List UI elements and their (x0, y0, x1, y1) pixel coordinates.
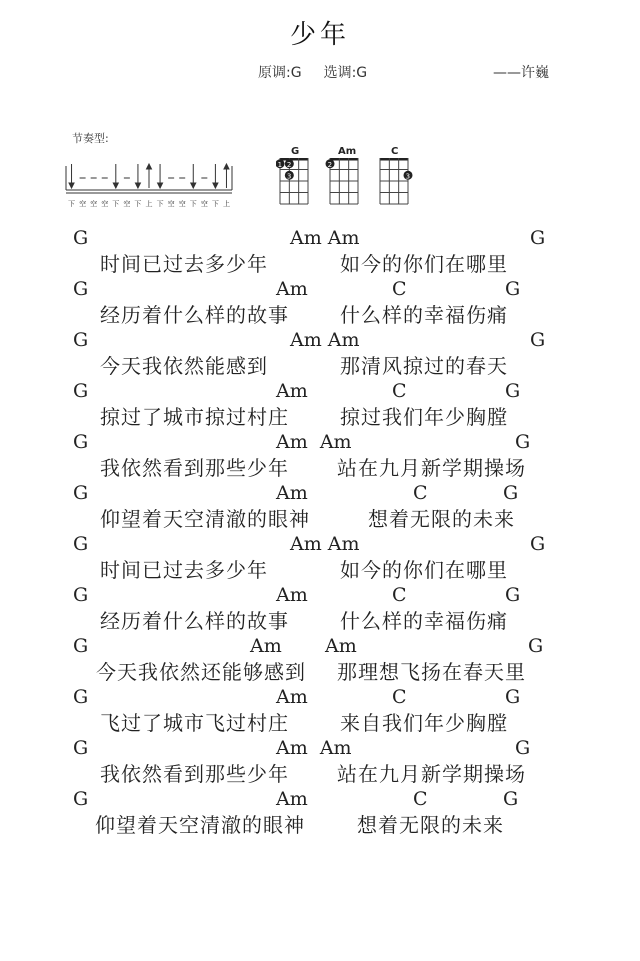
chord-symbol: Am Am (276, 431, 352, 453)
chord-symbol: G (73, 584, 89, 606)
lyric-line (0, 609, 640, 635)
finger-number: 3 (405, 172, 411, 181)
stroke-label: 空 (79, 200, 87, 208)
chord-line (0, 430, 640, 456)
stroke-label: 下 (156, 200, 164, 208)
stroke-label: 下 (211, 200, 219, 208)
chord-line (0, 328, 640, 354)
chord-symbol: Am (250, 635, 282, 657)
stroke-label: 空 (90, 200, 98, 208)
chord-symbol: G (505, 380, 521, 402)
lyric-phrase: 来自我们年少胸膛 (340, 710, 508, 735)
chord-symbol: C (392, 584, 407, 606)
chord-symbol: C (413, 788, 428, 810)
arrow-head-icon (135, 183, 140, 188)
chord-symbol: C (413, 482, 428, 504)
chord-symbol: G (530, 533, 546, 555)
lyric-phrase: 掠过了城市掠过村庄 (100, 404, 289, 429)
chord-diagram-c (380, 146, 413, 204)
lyric-phrase: 经历着什么样的故事 (100, 608, 289, 633)
chord-symbol: Am (276, 278, 308, 300)
chord-line (0, 685, 640, 711)
chord-symbol: G (73, 533, 89, 555)
chord-diagram-am (326, 146, 359, 204)
lyric-phrase: 我依然看到那些少年 (100, 761, 289, 786)
stroke-label: 上 (145, 200, 153, 208)
chord-symbol: G (73, 431, 89, 453)
lyric-phrase: 时间已过去多少年 (100, 557, 268, 582)
stroke-label: 空 (167, 200, 175, 208)
chord-symbol: Am Am (276, 737, 352, 759)
original-key: 原调:G (258, 65, 302, 81)
chord-symbol: G (503, 482, 519, 504)
chord-line (0, 787, 640, 813)
stroke-label: 下 (134, 200, 142, 208)
lyric-line (0, 252, 640, 278)
chord-symbol: G (73, 227, 89, 249)
finger-number: 2 (286, 160, 292, 169)
chord-line (0, 277, 640, 303)
arrow-head-icon (191, 183, 196, 188)
chord-line (0, 481, 640, 507)
chord-symbol: G (73, 686, 89, 708)
chord-symbol: G (503, 788, 519, 810)
chord-symbol: G (505, 584, 521, 606)
stroke-label: 空 (178, 200, 186, 208)
chord-symbol: G (73, 482, 89, 504)
stroke-label: 空 (200, 200, 208, 208)
chord-diagram-name: C (391, 146, 399, 157)
chord-symbol: Am Am (290, 329, 360, 351)
chord-line (0, 583, 640, 609)
finger-number: 2 (327, 160, 333, 169)
chord-line (0, 532, 640, 558)
chord-symbol: Am (276, 788, 308, 810)
lyric-line (0, 762, 640, 788)
lyric-phrase: 想着无限的未来 (357, 812, 504, 837)
chord-symbol: G (530, 329, 546, 351)
stroke-label: 空 (123, 200, 131, 208)
lyric-phrase: 如今的你们在哪里 (340, 251, 508, 276)
lyric-phrase: 飞过了城市飞过村庄 (100, 710, 289, 735)
chord-symbol: C (392, 380, 407, 402)
lyric-phrase: 站在九月新学期操场 (337, 455, 526, 480)
chord-symbol: Am (276, 482, 308, 504)
lyric-phrase: 那理想飞扬在春天里 (337, 659, 526, 684)
chord-diagram-g (276, 146, 308, 204)
stroke-label: 空 (101, 200, 109, 208)
rhythm-label: 节奏型: (72, 132, 109, 145)
lyric-line (0, 711, 640, 737)
song-title: 少年 (289, 20, 350, 50)
finger-number: 3 (286, 172, 292, 181)
chord-symbol: G (505, 278, 521, 300)
chord-symbol: G (73, 635, 89, 657)
lyric-line (0, 813, 640, 839)
lyric-phrase: 什么样的幸福伤痛 (340, 608, 508, 633)
arrow-head-icon (147, 164, 152, 169)
chord-symbol: G (73, 788, 89, 810)
stroke-label: 上 (222, 200, 230, 208)
lyric-line (0, 507, 640, 533)
lyric-phrase: 掠过我们年少胸膛 (340, 404, 508, 429)
arrow-head-icon (224, 164, 229, 169)
finger-number: 1 (277, 160, 283, 169)
stroke-label: 下 (112, 200, 120, 208)
lyric-phrase: 站在九月新学期操场 (337, 761, 526, 786)
chord-symbol: Am (276, 584, 308, 606)
lyric-phrase: 想着无限的未来 (368, 506, 515, 531)
arrow-head-icon (113, 183, 118, 188)
chord-symbol: C (392, 278, 407, 300)
chord-line (0, 379, 640, 405)
lyric-line (0, 558, 640, 584)
chord-symbol: G (73, 278, 89, 300)
chord-symbol: Am (276, 686, 308, 708)
arrow-head-icon (69, 183, 74, 188)
chord-symbol: G (73, 380, 89, 402)
chord-symbol: G (73, 737, 89, 759)
lyric-line (0, 354, 640, 380)
chord-symbol: G (505, 686, 521, 708)
chord-symbol: C (392, 686, 407, 708)
lyric-phrase: 仰望着天空清澈的眼神 (100, 506, 310, 531)
chord-symbol: G (528, 635, 544, 657)
chord-diagram-name: Am (338, 146, 357, 157)
lyric-phrase: 时间已过去多少年 (100, 251, 268, 276)
stroke-label: 下 (189, 200, 197, 208)
chord-symbol: Am Am (290, 227, 360, 249)
chord-symbol: G (73, 329, 89, 351)
stroke-label: 下 (68, 200, 76, 208)
lyric-phrase: 我依然看到那些少年 (100, 455, 289, 480)
chord-symbol: Am (276, 380, 308, 402)
chord-diagrams (276, 144, 426, 208)
song-body (0, 226, 640, 838)
key-info (258, 62, 389, 82)
lyric-line (0, 660, 640, 686)
lyric-phrase: 仰望着天空清澈的眼神 (95, 812, 305, 837)
chosen-key: 选调:G (323, 65, 368, 81)
chord-line (0, 736, 640, 762)
lyric-line (0, 405, 640, 431)
chord-symbol: G (515, 737, 531, 759)
lyric-line (0, 456, 640, 482)
lyric-phrase: 今天我依然能感到 (100, 353, 268, 378)
lyric-line (0, 303, 640, 329)
lyric-phrase: 那清风掠过的春天 (340, 353, 508, 378)
chord-symbol: G (530, 227, 546, 249)
author: ——许巍 (493, 65, 549, 81)
lyric-phrase: 如今的你们在哪里 (340, 557, 508, 582)
chord-diagram-name: G (291, 146, 300, 157)
lyric-phrase: 经历着什么样的故事 (100, 302, 289, 327)
arrow-head-icon (213, 183, 218, 188)
chord-symbol: G (515, 431, 531, 453)
chord-line (0, 226, 640, 252)
chord-symbol: Am Am (290, 533, 360, 555)
chord-symbol: Am (325, 635, 357, 657)
lyric-phrase: 什么样的幸福伤痛 (340, 302, 508, 327)
lyric-phrase: 今天我依然还能够感到 (96, 659, 306, 684)
chord-line (0, 634, 640, 660)
arrow-head-icon (158, 183, 163, 188)
rhythm-pattern (64, 150, 236, 212)
